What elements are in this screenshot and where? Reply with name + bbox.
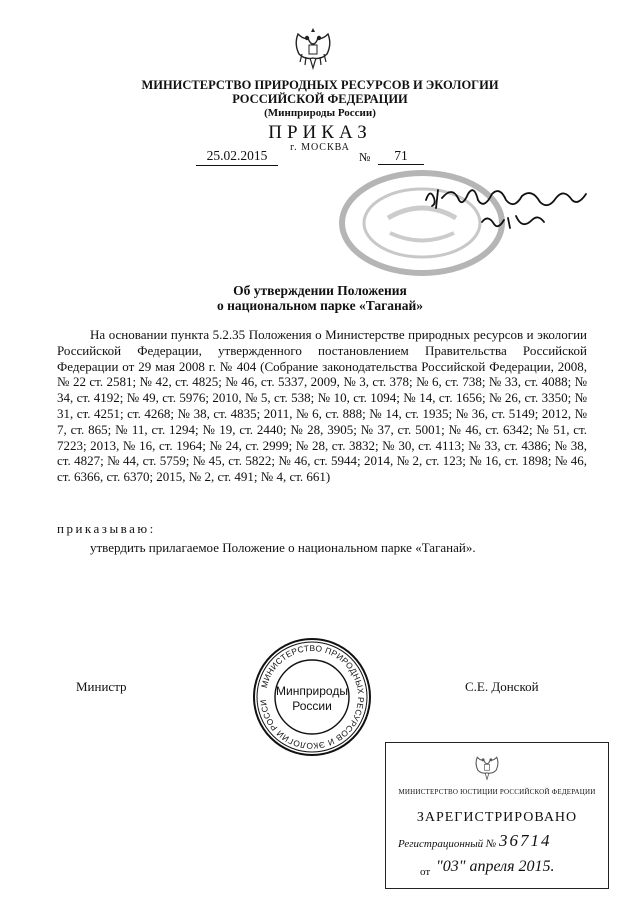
order-number-label: №: [359, 150, 371, 164]
official-seal: [251, 636, 373, 758]
registration-emblem-icon: [472, 750, 502, 784]
document-type: ПРИКАЗ: [268, 122, 372, 143]
city: г. МОСКВА: [290, 142, 350, 153]
order-date: 25.02.2015: [196, 148, 278, 166]
order-number: 71: [378, 148, 424, 165]
registration-date-label: от: [420, 866, 431, 878]
ministry-short-name: (Минприроды России): [264, 107, 376, 119]
signer-title: Министр: [76, 679, 127, 694]
order-body-paragraph: На основании пункта 5.2.35 Положения о Министерстве природных ресурсов и экологии Российской Федерации, утвержденного постановлением Правительства Российской Федерации от 29 мая 2008 г. № 404 (Собрание законодательства Российской Федерации, 2008, № 22 ст. 2581; № 42, ст. 4825; № 46, ст. 5337, 2009, № 3, ст. 378; № 6, ст. 738; № 33, ст. 4088; № 34, ст. 4192; № 49, ст. 5976; 2010, № 5, ст. 538; № 10, ст. 1094; № 14, ст. 1656; № 26, ст. 3350; № 31, ст. 4251; ст. 4268; № 38, ст. 4835; 2011, № 6, ст. 888; № 14, ст. 1935; № 36, ст. 5149; 2012, № 7, ст. 865; № 11, ст. 1294; № 19, ст. 2440; № 28, 3905; № 37, ст. 5001; № 46, ст. 6342; № 51, ст. 7223; 2013, № 16, ст. 1964; № 24, ст. 2999; № 28, ст. 3832; № 30, ст. 4113; № 33, ст. 4386; № 38, ст. 4827; № 44, ст. 5759; № 45, ст. 5822; № 46, ст. 5944; 2014, № 2, ст. 123; № 16, ст. 1898; № 46, ст. 6366, ст. 6370; 2015, № 2, ст. 491; № 4, ст. 661): [57, 327, 587, 485]
seal-ring-text: МИНИСТЕРСТВО ПРИРОДНЫХ РЕСУРСОВ И ЭКОЛОГИИ РОССИ: [257, 642, 367, 752]
handwritten-note: [422, 180, 592, 240]
signer-name: С.Е. Донской: [465, 679, 539, 694]
emblem-icon: [290, 24, 336, 74]
registration-date: "03" апреля 2015.: [436, 858, 555, 875]
registration-number: 36714: [499, 831, 552, 850]
registration-status: ЗАРЕГИСТРИРОВАНО: [416, 810, 578, 825]
seal-center-line2: России: [292, 699, 332, 713]
registration-stamp: [385, 742, 609, 889]
registration-number-label: Регистрационный №: [398, 838, 497, 850]
ministry-name: МИНИСТЕРСТВО ПРИРОДНЫХ РЕСУРСОВ И ЭКОЛОГИИ РОССИЙСКОЙ ФЕДЕРАЦИИ: [141, 78, 499, 106]
seal-center-line1: Минприроды: [276, 684, 348, 698]
registration-ministry: МИНИСТЕРСТВО ЮСТИЦИИ РОССИЙСКОЙ ФЕДЕРАЦИИ: [398, 788, 596, 796]
order-word: приказываю:: [57, 521, 156, 536]
order-decision: утвердить прилагаемое Положение о национальном парке «Таганай».: [90, 540, 476, 555]
order-subject: Об утверждении Положения о национальном парке «Таганай»: [216, 283, 424, 313]
